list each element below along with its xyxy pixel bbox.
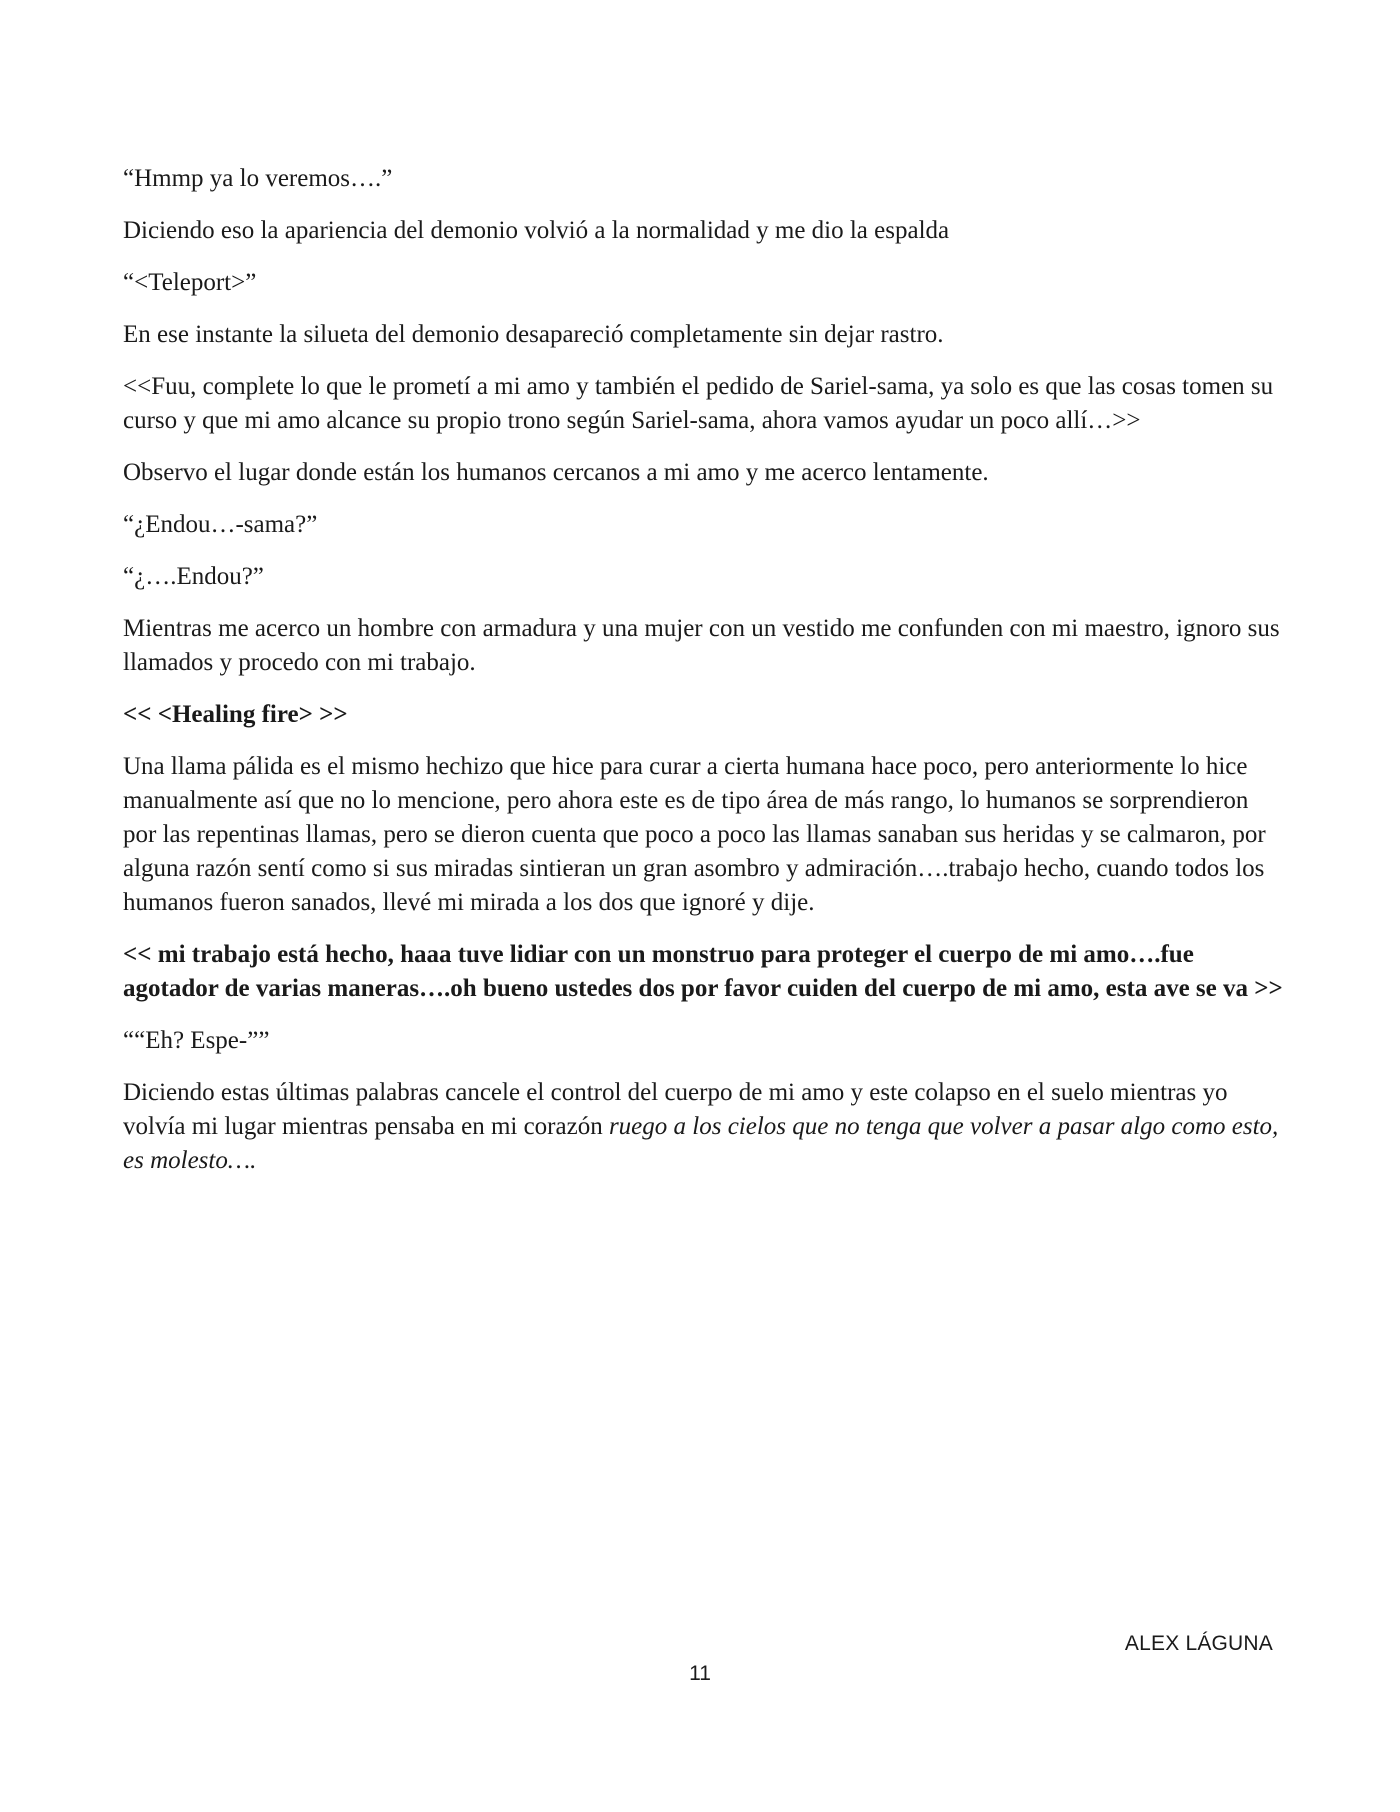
author-name: ALEX LÁGUNA	[1124, 1632, 1273, 1655]
closing-paragraph	[123, 1076, 1283, 1178]
page-body	[123, 162, 1283, 1196]
spell-incantation: << <Healing fire> >>	[123, 701, 348, 728]
dialogue-line: “¿….Endou?”	[123, 563, 264, 590]
dialogue-line: “Hmmp ya lo veremos….”	[123, 165, 393, 192]
narration-paragraph: Observo el lugar donde están los humanos cercanos a mi amo y me acerco lentamente.	[123, 459, 989, 486]
narration-paragraph: Mientras me acerco un hombre con armadura y una mujer con un vestido me confunden con mi maestro, ignoro sus llamados y procedo con mi trabajo.	[123, 615, 1280, 676]
dialogue-line: “¿Endou…-sama?”	[123, 511, 318, 538]
bold-speech-paragraph: << mi trabajo está hecho, haaa tuve lidiar con un monstruo para proteger el cuerpo de mi amo….fue agotador de varias maneras….oh bueno ustedes dos por favor cuiden del cuerpo de mi amo, esta ave se va >>	[123, 941, 1283, 1002]
dialogue-line: ““Eh? Espe-””	[123, 1027, 270, 1054]
dialogue-line: “<Teleport>”	[123, 269, 257, 296]
thought-paragraph: <<Fuu, complete lo que le prometí a mi amo y también el pedido de Sariel-sama, ya solo es que las cosas tomen su curso y que mi amo alcance su propio trono según Sariel-sama, ahora vamos ayudar un poco allí…>>	[123, 373, 1274, 434]
page-number: 11	[689, 1662, 711, 1685]
closing-paragraph-italic: ruego a los cielos que no tenga que volver a pasar algo como esto, es molesto….	[123, 1113, 1279, 1174]
closing-paragraph-text: Diciendo estas últimas palabras cancele el control del cuerpo de mi amo y este colapso en el suelo mientras yo volvía mi lugar mientras pensaba en mi corazón	[123, 1079, 1228, 1140]
narration-paragraph: Una llama pálida es el mismo hechizo que hice para curar a cierta humana hace poco, pero anteriormente lo hice manualmente así que no lo mencione, pero ahora este es de tipo área de más rango, lo humanos se sorprendieron por las repentinas llamas, pero se dieron cuenta que poco a poco las llamas sanaban sus heridas y se calmaron, por alguna razón sentí como si sus miradas sintieran un gran asombro y admiración….trabajo hecho, cuando todos los humanos fueron sanados, llevé mi mirada a los dos que ignoré y dije.	[123, 753, 1266, 916]
narration-paragraph: Diciendo eso la apariencia del demonio volvió a la normalidad y me dio la espalda	[123, 217, 950, 244]
narration-paragraph: En ese instante la silueta del demonio desapareció completamente sin dejar rastro.	[123, 321, 944, 348]
